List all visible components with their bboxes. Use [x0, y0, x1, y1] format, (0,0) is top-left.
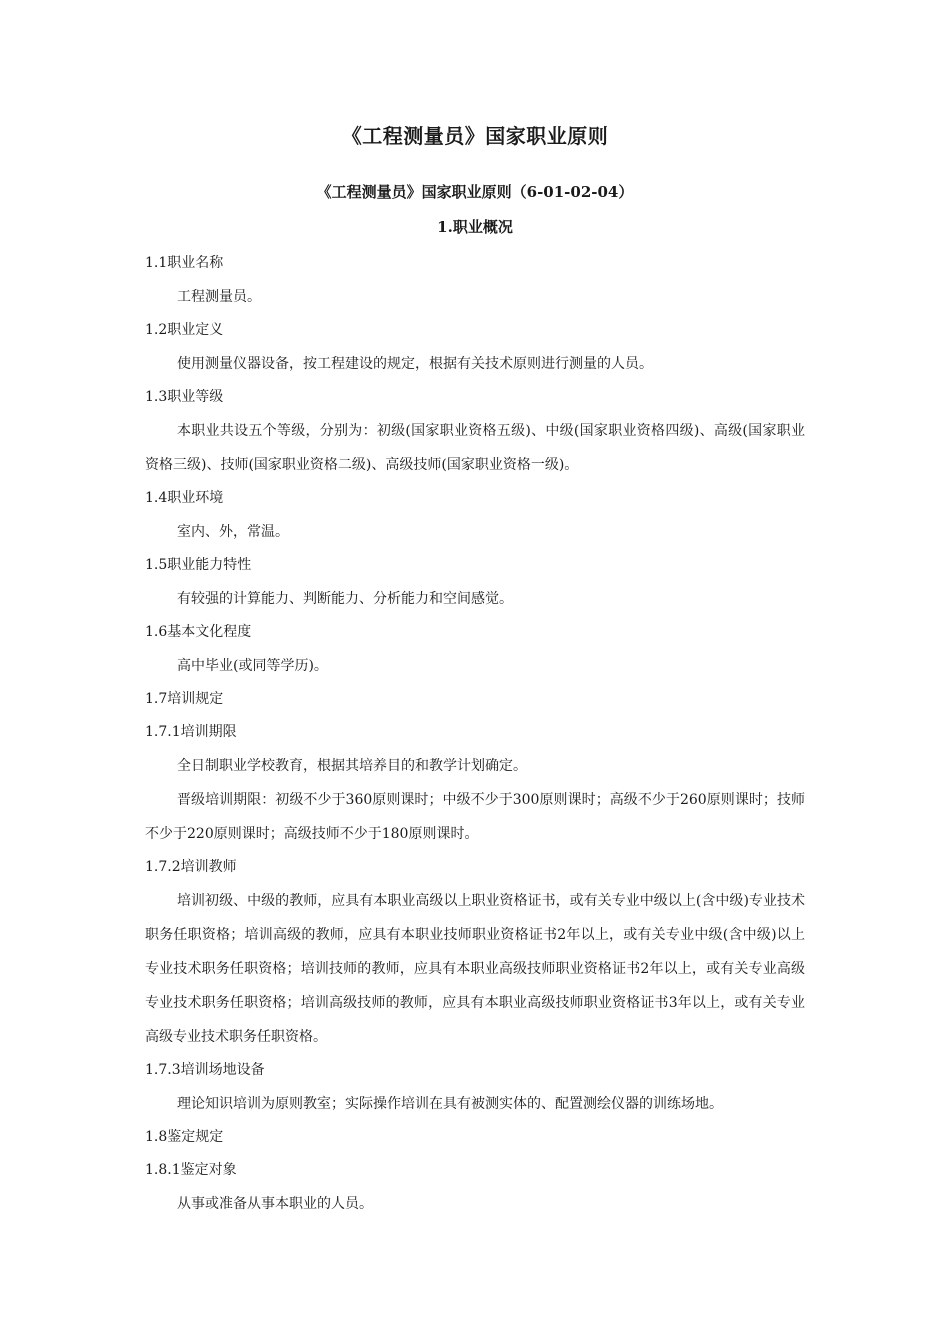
paragraph-occupation-definition: 使用测量仪器设备，按工程建设的规定，根据有关技术原则进行测量的人员。 [177, 356, 653, 372]
heading-1-8: 1.8鉴定规定 [145, 1129, 224, 1145]
document-subtitle: 《工程测量员》国家职业原则（6-01-02-04） [316, 183, 634, 201]
paragraph-occupation-name: 工程测量员。 [177, 289, 261, 305]
paragraph-training-facilities: 理论知识培训为原则教室；实际操作培训在具有被测实体的、配置测绘仪器的训练场地。 [177, 1096, 723, 1112]
paragraph-education-level: 高中毕业(或同等学历)。 [177, 658, 328, 674]
heading-1-2: 1.2职业定义 [145, 322, 224, 338]
paragraph-training-hours: 晋级培训期限：初级不少于360原则课时；中级不少于300原则课时；高级不少于260原则课时；技师不少于220原则课时；高级技师不少于180原则课时。 [145, 792, 805, 842]
heading-1-3: 1.3职业等级 [145, 389, 224, 405]
heading-1-7: 1.7培训规定 [145, 691, 224, 707]
paragraph-fulltime-training: 全日制职业学校教育，根据其培养目的和教学计划确定。 [177, 758, 527, 774]
paragraph-assessment-target: 从事或准备从事本职业的人员。 [177, 1196, 373, 1212]
section-title: 1.职业概况 [437, 218, 513, 236]
paragraph-ability-traits: 有较强的计算能力、判断能力、分析能力和空间感觉。 [177, 591, 513, 607]
paragraph-work-environment: 室内、外，常温。 [177, 524, 289, 540]
document-title: 《工程测量员》国家职业原则 [341, 124, 609, 148]
heading-1-4: 1.4职业环境 [145, 490, 224, 506]
paragraph-training-teachers: 培训初级、中级的教师，应具有本职业高级以上职业资格证书，或有关专业中级以上(含中级)专业技术职务任职资格；培训高级的教师，应具有本职业技师职业资格证书2年以上，或有关专业中级(含中级)以上专业技术职务任职资格；培训技师的教师，应具有本职业高级技师职业资格证书2年以上，或有关专业高级专业技术职务任职资格；培训高级技师的教师，应具有本职业高级技师职业资格证书3年以上，或有关专业高级专业技术职务任职资格。 [145, 893, 805, 1045]
heading-1-7-1: 1.7.1培训期限 [145, 724, 237, 740]
heading-1-7-3: 1.7.3培训场地设备 [145, 1062, 265, 1078]
heading-1-7-2: 1.7.2培训教师 [145, 859, 237, 875]
heading-1-8-1: 1.8.1鉴定对象 [145, 1162, 237, 1178]
heading-1-1: 1.1职业名称 [145, 255, 224, 271]
document-body [145, 247, 805, 1221]
heading-1-6: 1.6基本文化程度 [145, 624, 252, 640]
paragraph-occupation-levels: 本职业共设五个等级，分别为：初级(国家职业资格五级)、中级(国家职业资格四级)、高级(国家职业资格三级)、技师(国家职业资格二级)、高级技师(国家职业资格一级)。 [145, 423, 805, 473]
heading-1-5: 1.5职业能力特性 [145, 557, 252, 573]
